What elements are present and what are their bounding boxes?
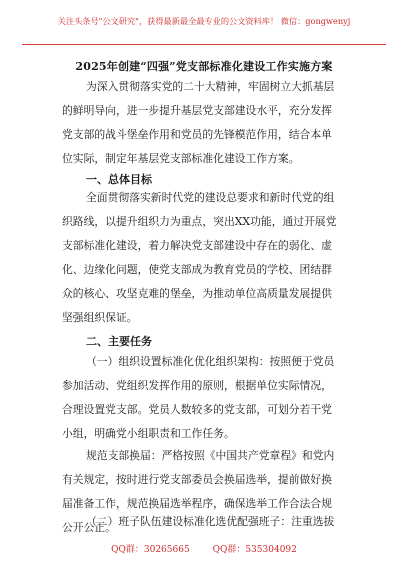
paragraph-line: 合理设置党支部。党员人数较多的党支部，可划分若干党 (62, 403, 332, 416)
section-heading-goals: 一、总体目标 (86, 173, 152, 186)
paragraph-line: （二）班子队伍建设标准化选优配强班子：注重选拔 (86, 515, 335, 528)
paragraph-line: （一）组织设置标准化优化组织架构：按照便于党员 (86, 355, 335, 368)
section-heading-tasks: 二、主要任务 (86, 335, 152, 348)
paragraph-line: 位实际，制定年基层党支部标准化建设工作方案。 (62, 152, 300, 165)
paragraph-line: 参加活动、党组织发挥作用的原则，根据单位实际情况， (62, 379, 332, 392)
footer-qq-groups (0, 542, 408, 555)
footer-qq-group-1: QQ群：30265665 (111, 545, 190, 555)
paragraph-line: 织路线，以提升组织力为重点，突出XX功能，通过开展党 (62, 215, 337, 228)
paragraph-line: 化、边缘化问题，使党支部成为教育党员的学校、团结群 (62, 263, 332, 276)
paragraph-line: 届准备工作，规范换届选举程序，确保选举工作合法合规 (62, 497, 332, 510)
paragraph-line: 规范支部换届：严格按照《中国共产党章程》和党内 (86, 449, 335, 462)
paragraph-line: 为深入贯彻落实党的二十大精神，牢固树立大抓基层 (86, 80, 335, 93)
paragraph-line: 公开公正。 (62, 521, 116, 534)
paragraph-line: 坚强组织保证。 (62, 311, 138, 324)
paragraph-line: 全面贯彻落实新时代党的建设总要求和新时代党的组 (86, 191, 335, 204)
header-banner: 关注头条号"公文研究"，获得最新最全最专业的公文资料库！ 微信：gongwenyj (57, 16, 351, 26)
footer-qq-group-2: QQ群：535304092 (212, 545, 297, 555)
paragraph-line: 支部标准化建设，着力解决党支部建设中存在的弱化、虚 (62, 239, 332, 252)
paragraph-line: 的鲜明导向，进一步提升基层党支部建设水平，充分发挥 (62, 104, 332, 117)
document-title: 2025年创建“四强”党支部标准化建设工作实施方案 (75, 60, 333, 73)
header-divider (22, 44, 386, 45)
paragraph-line: 有关规定，按时进行党支部委员会换届选举，提前做好换 (62, 473, 332, 486)
paragraph-line: 党支部的战斗堡垒作用和党员的先锋模范作用，结合本单 (62, 128, 332, 141)
paragraph-line: 小组，明确党小组职责和工作任务。 (62, 427, 235, 440)
paragraph-line: 众的核心、攻坚克难的堡垒，为推动单位高质量发展提供 (62, 287, 332, 300)
